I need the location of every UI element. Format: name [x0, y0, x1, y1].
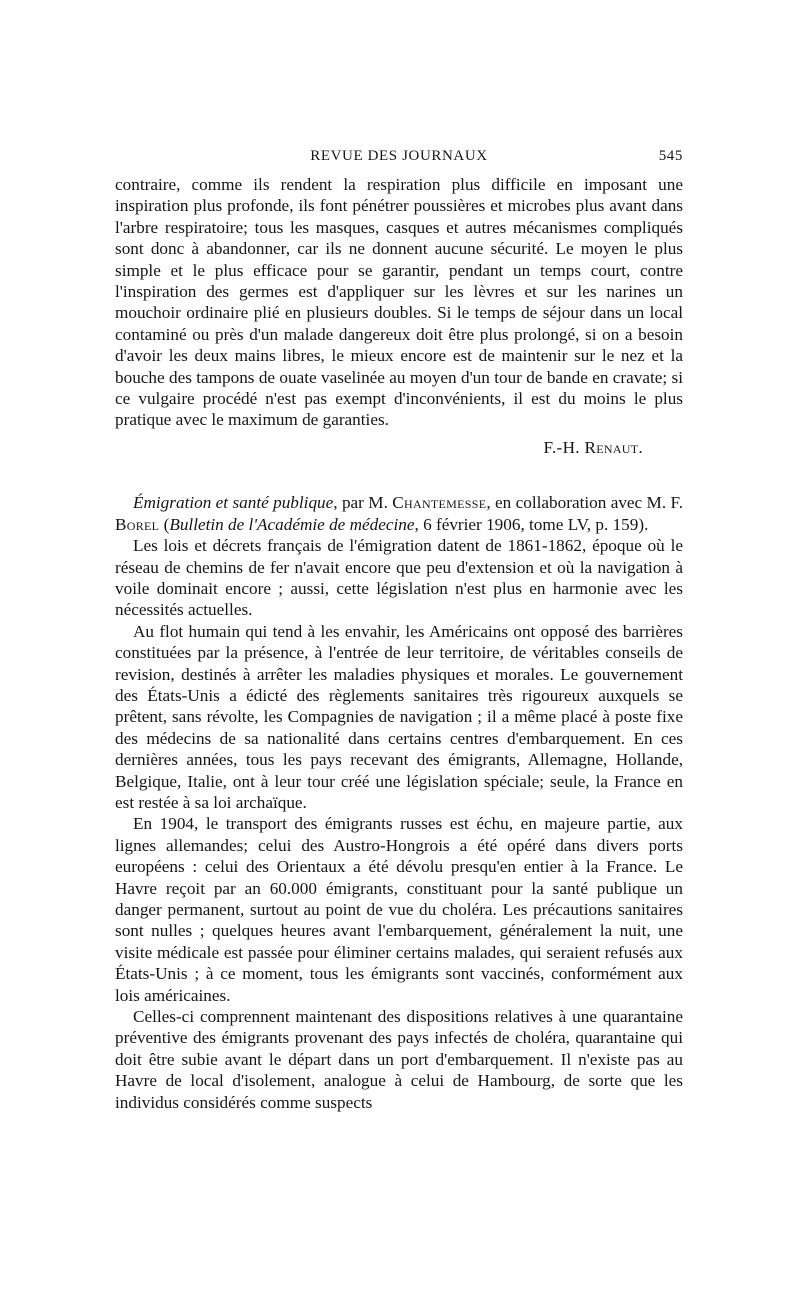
document-page	[115, 148, 683, 1113]
running-title: REVUE DES JOURNAUX	[310, 148, 488, 164]
citation-by: , par M.	[333, 493, 393, 513]
section-gap	[115, 458, 683, 492]
citation-ref-open: (	[159, 514, 170, 534]
body-paragraph: contraire, comme ils rendent la respiration plus difficile en imposant une inspiration plus profonde, ils font pénétrer poussières et microbes plus avant dans l'arbre respiratoire; tous les masques, casques et autres mécanismes compliqués sont donc à abandonner, car ils ne donnent aucune sécurité. Le moyen le plus simple et le plus efficace pour se garantir, pendant un temps court, contre l'inspiration des germes est d'appliquer sur les lèvres et sur les narines un mouchoir ordinaire plié en plusieurs doubles. Si le temps de séjour dans un local contaminé ou près d'un malade dangereux doit être plus prolongé, si on a besoin d'avoir les deux mains libres, le mieux encore est de maintenir sur le nez et la bouche des tampons de ouate vaselinée au moyen d'un tour de bande en cravate; si ce vulgaire procédé n'est pas exempt d'inconvénients, il est du moins le plus pratique avec le maximum de garanties.	[115, 175, 683, 430]
article-citation	[115, 492, 683, 535]
body-paragraph: Au flot humain qui tend à les envahir, les Américains ont opposé des barrières constituées par la présence, à l'entrée de leur territoire, de véritables conseils de revision, destinés à arrêter les maladies physiques et morales. Le gouvernement des États-Unis a édicté des règlements sanitaires très rigoureux auxquels se prêtent, sans révolte, les Compagnies de navigation ; il a même placé à poste fixe des médecins de sa nationalité dans certains centres d'embarquement. En ces dernières années, tous les pays recevant des émigrants, Allemagne, Hollande, Belgique, Italie, ont à leur tour créé une législation spéciale; seule, la France en est restée à sa loi archaïque.	[115, 621, 683, 812]
citation-author: Chantemesse	[392, 493, 487, 513]
page-number: 545	[658, 148, 683, 164]
citation-ref-rest: , 6 février 1906, tome LV, p. 159).	[414, 514, 649, 534]
body-paragraph: Celles-ci comprennent maintenant des dispositions relatives à une quarantaine préventive des émigrants provenant des pays infectés de choléra, quarantaine qui doit être subie avant le départ dans un port d'embarquement. Il n'existe pas au Havre de local d'isolement, analogue à celui de Hambourg, de sorte que les individus considérés comme suspects	[115, 1007, 683, 1112]
body-paragraph: Les lois et décrets français de l'émigration datent de 1861-1862, époque où le réseau de chemins de fer n'avait encore que peu d'extension et où la navigation à voile dominait encore ; aussi, cette législation n'est plus en harmonie avec les nécessités actuelles.	[115, 536, 683, 620]
citation-collab: , en collaboration avec M. F.	[486, 493, 683, 513]
running-header	[115, 148, 683, 174]
author-signature	[115, 437, 643, 458]
citation-coauthor: Borel	[115, 514, 160, 534]
signature-text: F.-H. Renaut.	[543, 437, 643, 457]
body-paragraph: En 1904, le transport des émigrants russes est échu, en majeure partie, aux lignes allemandes; celui des Austro-Hongrois a été opéré dans divers ports européens : celui des Orientaux a été dévolu presqu'en entier à la France. Le Havre reçoit par an 60.000 émigrants, constituant pour la santé publique un danger permanent, surtout au point de vue du choléra. Les précautions sanitaires sont nulles ; quelques heures avant l'embarquement, généralement la nuit, une visite médicale est passée pour éliminer certains malades, qui seraient refusés aux États-Unis ; à ce moment, tous les émigrants sont vaccinés, conformément aux lois américaines.	[115, 814, 683, 1005]
citation-source: Bulletin de l'Académie de médecine	[169, 514, 415, 534]
article-title: Émigration et santé publique	[133, 493, 334, 513]
